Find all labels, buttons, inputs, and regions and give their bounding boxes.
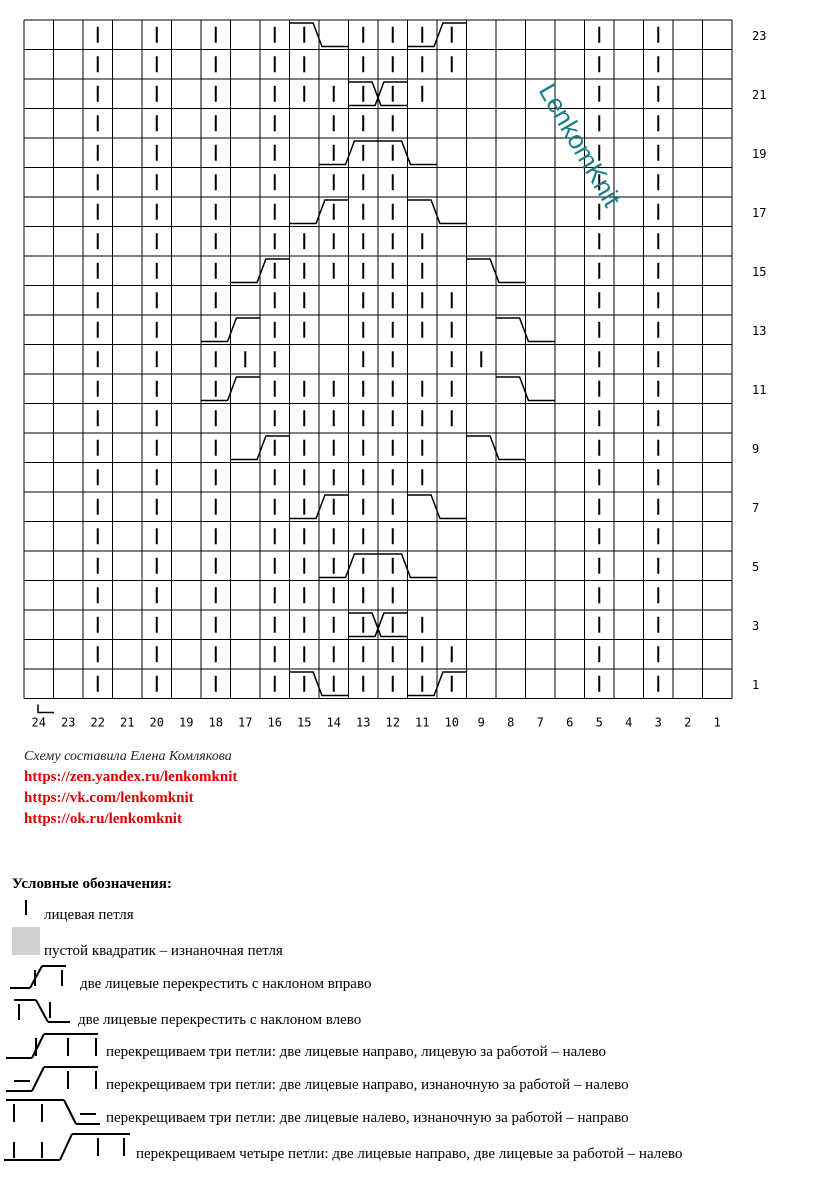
cross-3-right-purl-icon	[0, 1063, 104, 1095]
column-label: 7	[536, 715, 544, 730]
column-label: 8	[507, 715, 515, 730]
knit-stitch-icon	[0, 897, 40, 927]
row-label: 13	[752, 323, 767, 338]
chart-grid	[24, 20, 732, 699]
legend-item-c2r	[0, 962, 500, 992]
legend-text: перекрещиваем три петли: две лицевые направо, изнаночную за работой – налево	[106, 1077, 629, 1093]
column-label: 2	[684, 715, 692, 730]
link-vk[interactable]: https://vk.com/lenkomknit	[24, 790, 194, 806]
author-credit: Схему составила Елена Комлякова	[24, 749, 232, 764]
legend-title: Условные обозначения:	[12, 876, 172, 892]
column-label: 22	[90, 715, 105, 730]
legend-text: лицевая петля	[44, 907, 134, 923]
row-label: 19	[752, 146, 767, 161]
legend-text: перекрещиваем четыре петли: две лицевые направо, две лицевые за работой – налево	[136, 1146, 683, 1162]
legend-item-c2l	[0, 996, 500, 1026]
row-label: 11	[752, 382, 767, 397]
cross-3-left-purl-icon	[0, 1096, 104, 1128]
row-label: 7	[752, 500, 760, 515]
watermark: LenkomKnit	[532, 78, 628, 212]
column-label: 16	[267, 715, 282, 730]
empty-square-icon	[0, 927, 44, 957]
row-labels	[752, 0, 766, 692]
column-label: 10	[444, 715, 459, 730]
column-label: 5	[595, 715, 603, 730]
row-label: 21	[752, 87, 767, 102]
column-label: 12	[385, 715, 400, 730]
cross-3-right-knit-icon	[0, 1030, 104, 1062]
legend-item-c3lp	[0, 1096, 780, 1126]
legend-text: пустой квадратик – изнаночная петля	[44, 943, 283, 959]
column-label: 9	[477, 715, 485, 730]
legend-item-knit	[0, 897, 300, 927]
legend-item-c4r	[0, 1130, 818, 1160]
column-label: 17	[238, 715, 253, 730]
legend-text: две лицевые перекрестить с наклоном влево	[78, 1012, 362, 1028]
column-label: 15	[297, 715, 312, 730]
cross-4-right-icon	[0, 1130, 134, 1164]
row-label: 23	[752, 28, 767, 43]
column-label: 1	[713, 715, 721, 730]
column-label: 11	[415, 715, 430, 730]
column-label: 3	[654, 715, 662, 730]
legend-item-c3rk	[0, 1030, 760, 1060]
row-label: 15	[752, 264, 767, 279]
legend-text: перекрещиваем три петли: две лицевые направо, лицевую за работой – налево	[106, 1044, 607, 1060]
start-marker	[38, 705, 54, 713]
column-label: 19	[179, 715, 194, 730]
link-zen[interactable]: https://zen.yandex.ru/lenkomknit	[24, 769, 238, 785]
row-label: 17	[752, 205, 767, 220]
column-label: 4	[625, 715, 633, 730]
column-label: 18	[208, 715, 223, 730]
column-label: 14	[326, 715, 341, 730]
cross-2-right-icon	[0, 962, 80, 992]
row-label: 3	[752, 618, 760, 633]
row-label: 1	[752, 677, 760, 692]
legend-text: две лицевые перекрестить с наклоном вправо	[80, 976, 372, 992]
legend-item-purl	[0, 927, 400, 957]
column-label: 6	[566, 715, 574, 730]
link-ok[interactable]: https://ok.ru/lenkomknit	[24, 811, 182, 827]
column-label: 13	[356, 715, 371, 730]
column-label: 23	[61, 715, 76, 730]
column-label: 24	[31, 715, 46, 730]
column-labels	[32, 716, 721, 730]
row-label: 9	[752, 441, 760, 456]
legend-item-c3rp	[0, 1063, 780, 1093]
column-label: 20	[149, 715, 164, 730]
cross-2-left-icon	[0, 996, 80, 1026]
column-label: 21	[120, 715, 135, 730]
row-label: 5	[752, 559, 760, 574]
legend-text: перекрещиваем три петли: две лицевые налево, изнаночную за работой – направо	[106, 1110, 629, 1126]
